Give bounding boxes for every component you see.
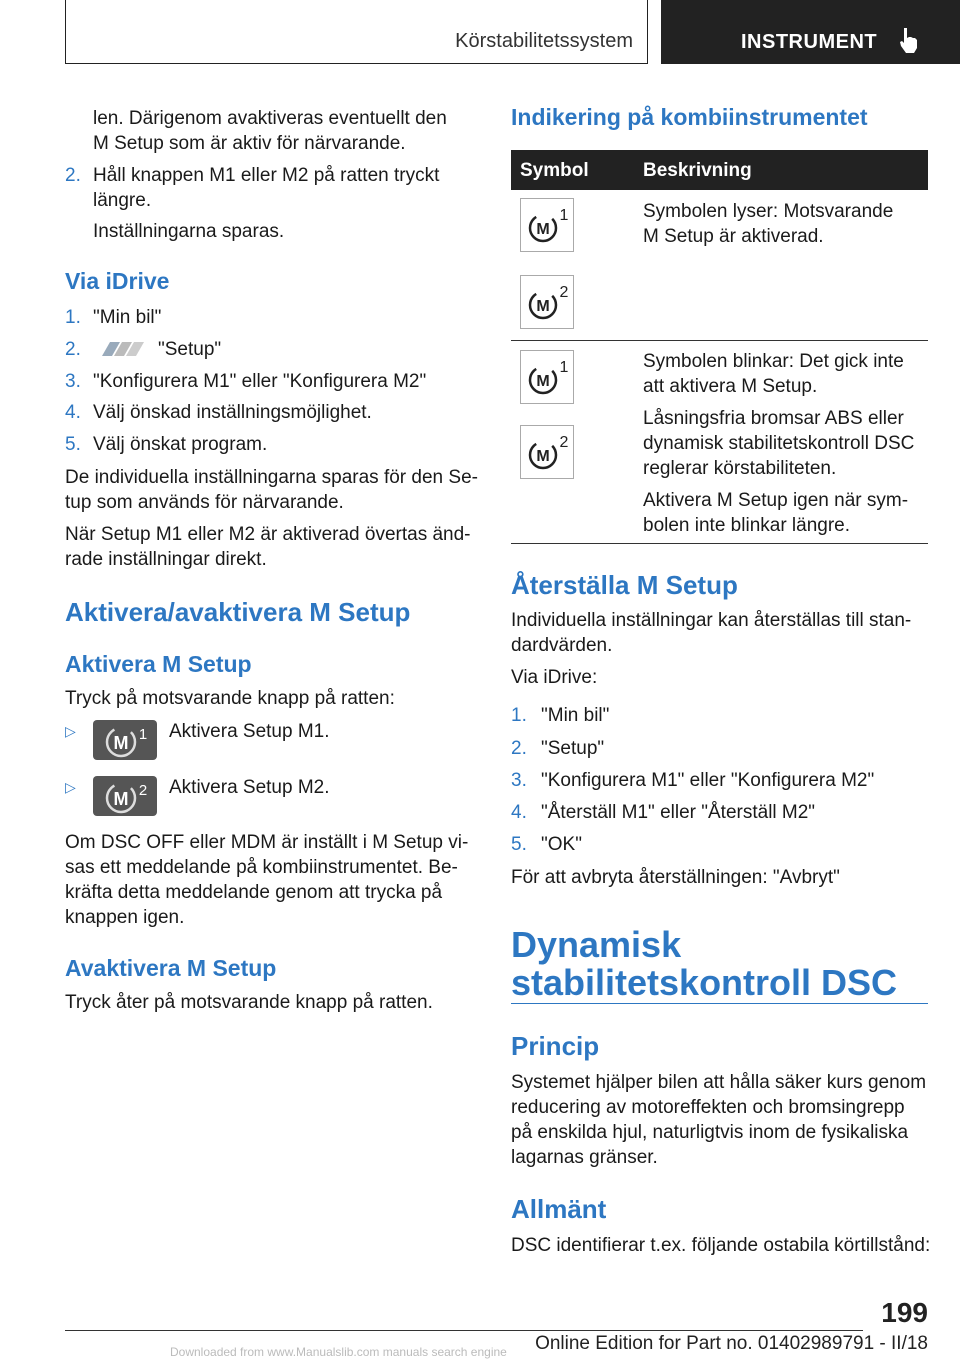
svg-text:M: M [536, 373, 550, 390]
m-stripes-icon [98, 340, 150, 358]
reset-cancel: För att avbryta återställningen: "Avbryt" [511, 867, 840, 888]
m1-symbol-icon [520, 198, 574, 252]
reset-step-number: 2. [511, 738, 527, 759]
m2-button-image [93, 776, 157, 816]
table-cell-line: dynamisk stabilitetskontroll DSC [643, 433, 915, 454]
heading-reset: Återställa M Setup [511, 570, 738, 600]
m2-blinking-symbol-icon [520, 425, 574, 479]
heading-principle: Princip [511, 1031, 600, 1061]
idrive-step-number: 1. [65, 307, 81, 328]
activate-intro: Tryck på motsvarande knapp på ratten: [65, 688, 395, 709]
paragraph-line: dardvärden. [511, 635, 613, 656]
svg-text:1: 1 [559, 207, 569, 224]
idrive-step-text: Välj önskat program. [93, 434, 268, 455]
step-number: 2. [65, 165, 81, 186]
continued-text-line-1: len. Därigenom avaktiveras eventuellt den [93, 108, 447, 129]
bullet-text: Aktivera Setup M1. [169, 721, 330, 742]
watermark: Downloaded from www.Manualslib.com manuals search engine [170, 1345, 507, 1359]
table-bottom-rule [511, 543, 928, 544]
heading-display: Indikering på kombiinstrumentet [511, 104, 868, 130]
paragraph-line: på enskilda hjul, naturligtvis inom de fysikaliska [511, 1122, 909, 1143]
table-cell-line: att aktivera M Setup. [643, 376, 818, 397]
paragraph-line: Individuella inställningar kan återställas till stan- [511, 610, 912, 631]
table-cell-line: reglerar körstabiliteten. [643, 458, 837, 479]
svg-text:M: M [113, 789, 129, 809]
reset-step-number: 5. [511, 834, 527, 855]
svg-text:M: M [536, 448, 550, 465]
svg-text:1: 1 [559, 359, 569, 376]
paragraph-line: knappen igen. [65, 907, 185, 928]
step-text-line-2: längre. [93, 190, 152, 211]
idrive-step-text: "Min bil" [93, 307, 162, 328]
svg-text:1: 1 [138, 726, 148, 743]
bullet-text: Aktivera Setup M2. [169, 777, 330, 798]
svg-text:M: M [536, 221, 550, 238]
table-cell-line: Symbolen blinkar: Det gick inte [643, 351, 904, 372]
heading-deactivate: Avaktivera M Setup [65, 955, 277, 981]
bullet-marker: ▷ [65, 779, 76, 795]
step-result: Inställningarna sparas. [93, 221, 285, 242]
m1-blinking-symbol-icon [520, 350, 574, 404]
header-chapter-title: INSTRUMENT [741, 31, 878, 53]
header-section-tab [65, 0, 648, 64]
reset-step-text: "Setup" [541, 738, 605, 759]
heading-underline [511, 1003, 928, 1004]
m2-symbol-icon [520, 275, 574, 329]
paragraph-line: När Setup M1 eller M2 är aktiverad övertas änd- [65, 524, 471, 545]
idrive-step-text: Välj önskad inställningsmöjlighet. [93, 402, 372, 423]
table-cell-line: Symbolen lyser: Motsvarande [643, 201, 894, 222]
reset-step-text: "OK" [541, 834, 582, 855]
general-text: DSC identifierar t.ex. följande ostabila körtillstånd: [511, 1235, 931, 1256]
svg-text:2: 2 [559, 284, 569, 301]
step-text-line-1: Håll knappen M1 eller M2 på ratten tryckt [93, 165, 440, 186]
heading-activate: Aktivera M Setup [65, 651, 252, 677]
reset-step-number: 4. [511, 802, 527, 823]
bullet-marker: ▷ [65, 723, 76, 739]
svg-text:M: M [113, 733, 129, 753]
paragraph-line: sas ett meddelande på kombiinstrumentet. Be- [65, 857, 458, 878]
reset-step-number: 1. [511, 705, 527, 726]
table-cell-line: bolen inte blinkar längre. [643, 515, 851, 536]
table-cell-line: M Setup är aktiverad. [643, 226, 824, 247]
table-cell-line: Låsningsfria bromsar ABS eller [643, 408, 904, 429]
header-chapter-tab [661, 0, 960, 64]
page-number: 199 [881, 1297, 928, 1328]
paragraph-line: Om DSC OFF eller MDM är inställt i M Setup vi- [65, 832, 469, 853]
paragraph-line: Systemet hjälper bilen att hålla säker kurs genom [511, 1072, 927, 1093]
idrive-step-number: 4. [65, 402, 81, 423]
footer-rule [65, 1330, 863, 1331]
idrive-step-number: 3. [65, 371, 81, 392]
paragraph-line: reducering av motoreffekten och bromsingrepp [511, 1097, 905, 1118]
paragraph-line: De individuella inställningarna sparas för den Se- [65, 467, 478, 488]
reset-step-number: 3. [511, 770, 527, 791]
column-header-symbol: Symbol [520, 160, 589, 181]
table-cell-line: Aktivera M Setup igen när sym- [643, 490, 909, 511]
paragraph-line: kräfta detta meddelande genom att trycka på [65, 882, 443, 903]
table-row-divider [511, 340, 928, 341]
table-header [511, 150, 928, 190]
paragraph-line: rade inställningar direkt. [65, 549, 267, 570]
svg-text:M: M [536, 298, 550, 315]
idrive-step-text: "Setup" [158, 339, 222, 360]
heading-via-idrive: Via iDrive [65, 268, 170, 294]
heading-general: Allmänt [511, 1194, 607, 1224]
paragraph-line: tup som används för närvarande. [65, 492, 344, 513]
idrive-step-number: 2. [65, 339, 81, 360]
svg-text:2: 2 [559, 434, 569, 451]
heading-activate-deactivate: Aktivera/avaktivera M Setup [65, 597, 411, 627]
pointing-hand-icon [898, 26, 920, 54]
reset-step-text: "Återställ M1" eller "Återställ M2" [541, 802, 816, 823]
heading-dsc-line-1: Dynamisk [511, 924, 682, 965]
header-section-title: Körstabilitetssystem [455, 30, 633, 52]
continued-text-line-2: M Setup som är aktiv för närvarande. [93, 133, 406, 154]
idrive-step-text: "Konfigurera M1" eller "Konfigurera M2" [93, 371, 427, 392]
deactivate-text: Tryck åter på motsvarande knapp på ratten. [65, 992, 433, 1013]
paragraph-line: lagarnas gränser. [511, 1147, 658, 1168]
reset-step-text: "Min bil" [541, 705, 610, 726]
footer-edition: Online Edition for Part no. 01402989791 - II/18 [535, 1333, 928, 1354]
heading-dsc-line-2: stabilitetskontroll DSC [511, 962, 898, 1003]
m1-button-image [93, 720, 157, 760]
idrive-step-number: 5. [65, 434, 81, 455]
column-header-description: Beskrivning [643, 160, 752, 181]
reset-via: Via iDrive: [511, 667, 598, 688]
svg-text:2: 2 [138, 782, 148, 799]
reset-step-text: "Konfigurera M1" eller "Konfigurera M2" [541, 770, 875, 791]
